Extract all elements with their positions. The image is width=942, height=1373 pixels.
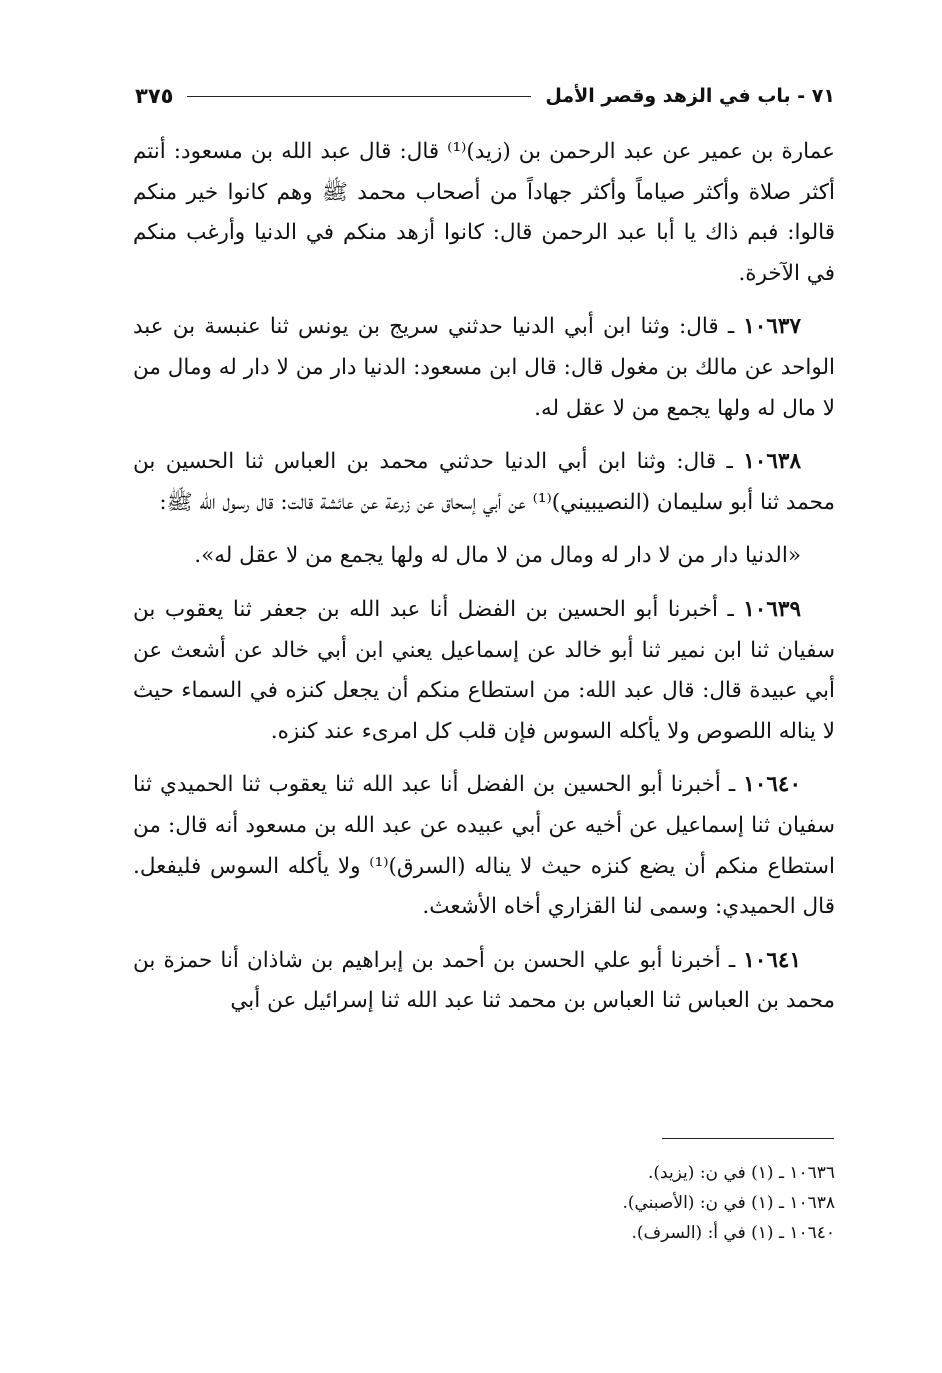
chapter-title: ٧١ - باب في الزهد وقصر الأمل: [545, 85, 835, 107]
hadith-number: ١٠٦٣٧: [743, 314, 801, 340]
hadith-paragraph: [133, 941, 835, 1022]
paragraph-text: ـ قال: وثنا ابن أبي الدنيا حدثني سريج بن يونس ثنا عنبسة بن عبد الواحد عن مالك بن مغول قال: قال ابن مسعود: الدنيا دار من لا دار له ومال من لا مال له ولها يجمع من لا عقل له.: [133, 314, 835, 421]
main-text: [133, 132, 835, 1035]
page-number: ٣٧٥: [135, 84, 174, 108]
paragraph-text: عمارة بن عمير عن عبد الرحمن بن (زيد)⁽¹⁾ قال: قال عبد الله بن مسعود: أنتم أكثر صلاة وأكثر صياماً وأكثر جهاداً من أصحاب محمد ﷺ وهم كانوا خير منكم قالوا: فبم ذاك يا أبا عبد الرحمن قال: كانوا أزهد منكم في الدنيا وأرغب منكم في الآخرة.: [133, 139, 835, 286]
hadith-number: ١٠٦٤١: [743, 947, 801, 973]
hadith-paragraph: [133, 442, 835, 523]
quote-text: «الدنيا دار من لا دار له ومال من لا مال له ولها يجمع من لا عقل له».: [194, 543, 801, 569]
footnotes: [133, 1158, 835, 1248]
hadith-paragraph: [133, 765, 835, 927]
running-header: [135, 78, 835, 114]
hadith-paragraph: [133, 590, 835, 752]
paragraph-text: ـ أخبرنا أبو علي الحسن بن أحمد بن إبراهيم بن شاذان أنا حمزة بن محمد بن العباس ثنا العباس بن محمد ثنا عبد الله ثنا إسرائيل عن أبي: [133, 947, 835, 1014]
paragraph-text: ـ قال: وثنا ابن أبي الدنيا حدثني محمد بن العباس ثنا الحسين بن محمد ثنا أبو سليمان (النصيبيني)⁽¹⁾ عن أبي إسحاق عن زرعة عن عائشة قالت: قال رسول الله ﷺ:: [133, 449, 835, 515]
paragraph-text: ـ أخبرنا أبو الحسين بن الفضل أنا عبد الله بن جعفر ثنا يعقوب بن سفيان ثنا ابن نمير ثنا أبو خالد عن إسماعيل يعني ابن أبي خالد عن أشعث عن أبي عبيدة قال: قال عبد الله: من استطاع منكم أن يجعل كنزه في السماء حيث لا يناله اللصوص ولا يأكله السوس فإن قلب كل امرىء عند كنزه.: [133, 596, 835, 744]
paragraph: [133, 132, 835, 294]
paragraph-text: ـ أخبرنا أبو الحسين بن الفضل أنا عبد الله ثنا يعقوب ثنا الحميدي ثنا سفيان ثنا إسماعيل عن أخيه عن أبي عبيده عن عبد الله بن مسعود أنه قال: من استطاع منكم أن يضع كنزه حيث لا يناله (السرق)⁽¹⁾ ولا يأكله السوس فليفعل. قال الحميدي: وسمى لنا القزاري أخاه الأشعث.: [133, 772, 836, 920]
footnote: ١٠٦٣٨ ـ (١) في ن: (الأصبني).: [622, 1193, 835, 1213]
footnote: ١٠٦٣٦ ـ (١) في ن: (يزيد).: [647, 1163, 835, 1183]
hadith-number: ١٠٦٣٩: [743, 596, 801, 622]
header-rule: [187, 96, 531, 97]
footnote: ١٠٦٤٠ ـ (١) في أ: (السرف).: [631, 1223, 835, 1243]
hadith-quote: [133, 536, 835, 577]
hadith-paragraph: [133, 307, 835, 429]
hadith-number: ١٠٦٤٠: [743, 772, 801, 798]
hadith-number: ١٠٦٣٨: [743, 449, 801, 475]
footnote-rule: [662, 1138, 834, 1139]
